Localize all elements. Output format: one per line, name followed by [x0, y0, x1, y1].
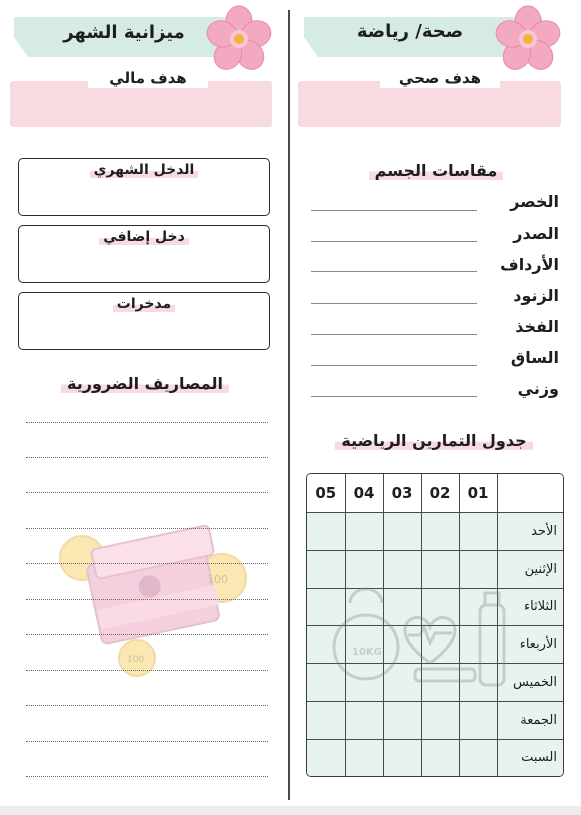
measurement-line[interactable]	[311, 396, 477, 397]
fitness-illustration	[320, 585, 520, 695]
measurement-line[interactable]	[311, 210, 477, 211]
measurement-label: الأرداف	[500, 255, 559, 274]
workout-cell[interactable]	[345, 701, 383, 739]
expense-line[interactable]	[26, 776, 268, 777]
workout-cell[interactable]	[345, 739, 383, 776]
savings-label: مدخرات	[19, 296, 269, 312]
extra-income-box[interactable]	[18, 225, 270, 283]
expense-line[interactable]	[26, 492, 268, 493]
measurement-line[interactable]	[311, 241, 477, 242]
monthly-income-label: الدخل الشهري	[19, 162, 269, 178]
workout-cell[interactable]	[421, 701, 459, 739]
workout-cell[interactable]	[421, 550, 459, 588]
measurement-line[interactable]	[311, 334, 477, 335]
workout-cell[interactable]	[459, 701, 497, 739]
expense-line[interactable]	[26, 741, 268, 742]
workout-cell[interactable]	[345, 550, 383, 588]
table-row	[307, 513, 563, 551]
workout-column-header: 03	[383, 474, 421, 513]
expense-line[interactable]	[26, 634, 268, 635]
workout-cell[interactable]	[383, 513, 421, 551]
workout-cell[interactable]	[307, 701, 345, 739]
measurement-label: الساق	[510, 348, 559, 367]
workout-day-label: السبت	[497, 739, 563, 776]
workout-cell[interactable]	[307, 550, 345, 588]
expense-line[interactable]	[26, 599, 268, 600]
money-illustration	[52, 498, 252, 688]
workout-cell[interactable]	[307, 739, 345, 776]
extra-income-label: دخل إضافي	[19, 229, 269, 245]
workout-cell[interactable]	[383, 739, 421, 776]
workout-cell[interactable]	[459, 550, 497, 588]
expense-line[interactable]	[26, 670, 268, 671]
measurement-label: الصدر	[513, 224, 559, 243]
expense-line[interactable]	[26, 457, 268, 458]
workout-cell[interactable]	[421, 513, 459, 551]
savings-box[interactable]	[18, 292, 270, 350]
budget-goal-label: هدف مالي	[88, 68, 208, 88]
measurement-line[interactable]	[311, 303, 477, 304]
workout-cell[interactable]	[383, 701, 421, 739]
coin-label: 100	[207, 573, 228, 586]
health-title: صحة/ رياضة	[356, 21, 464, 42]
workout-column-header: 01	[459, 474, 497, 513]
workout-day-label: الثلاثاء	[497, 588, 563, 626]
workout-day-label: الخميس	[497, 664, 563, 702]
budget-title: ميزانية الشهر	[63, 22, 185, 43]
workout-cell[interactable]	[307, 513, 345, 551]
expenses-title: المصاريف الضرورية	[40, 373, 250, 395]
table-row	[307, 550, 563, 588]
workout-cell[interactable]	[459, 739, 497, 776]
table-row	[307, 701, 563, 739]
measurement-label: وزني	[517, 379, 559, 398]
column-divider	[288, 10, 290, 800]
expense-line[interactable]	[26, 422, 268, 423]
measurement-line[interactable]	[311, 271, 477, 272]
workout-day-label: الأربعاء	[497, 626, 563, 664]
measurement-line[interactable]	[311, 365, 477, 366]
workout-column-header: 02	[421, 474, 459, 513]
expense-line[interactable]	[26, 563, 268, 564]
workout-cell[interactable]	[421, 739, 459, 776]
measurement-label: الزنود	[513, 286, 559, 305]
workout-column-header: 04	[345, 474, 383, 513]
measurement-label: الخصر	[510, 192, 559, 211]
workout-title: جدول التمارين الرياضية	[298, 430, 570, 452]
workout-day-label: الإثنين	[497, 550, 563, 588]
page-bottom-strip	[0, 806, 581, 815]
workout-cell[interactable]	[459, 513, 497, 551]
workout-column-header: 05	[307, 474, 345, 513]
expense-line[interactable]	[26, 705, 268, 706]
monthly-income-box[interactable]	[18, 158, 270, 216]
workout-cell[interactable]	[345, 513, 383, 551]
expense-line[interactable]	[26, 528, 268, 529]
workout-day-label: الجمعة	[497, 701, 563, 739]
health-goal-label: هدف صحي	[380, 68, 500, 88]
workout-day-label: الأحد	[497, 513, 563, 551]
weight-label: 10KG	[352, 647, 382, 658]
flower-icon	[205, 5, 273, 73]
coin-label: 100	[127, 655, 145, 665]
measurement-label: الفخذ	[515, 317, 559, 336]
workout-corner-cell	[497, 474, 563, 513]
measurements-title: مقاسات الجسم	[350, 160, 522, 182]
table-row	[307, 739, 563, 776]
workout-cell[interactable]	[383, 550, 421, 588]
flower-icon	[494, 5, 562, 73]
